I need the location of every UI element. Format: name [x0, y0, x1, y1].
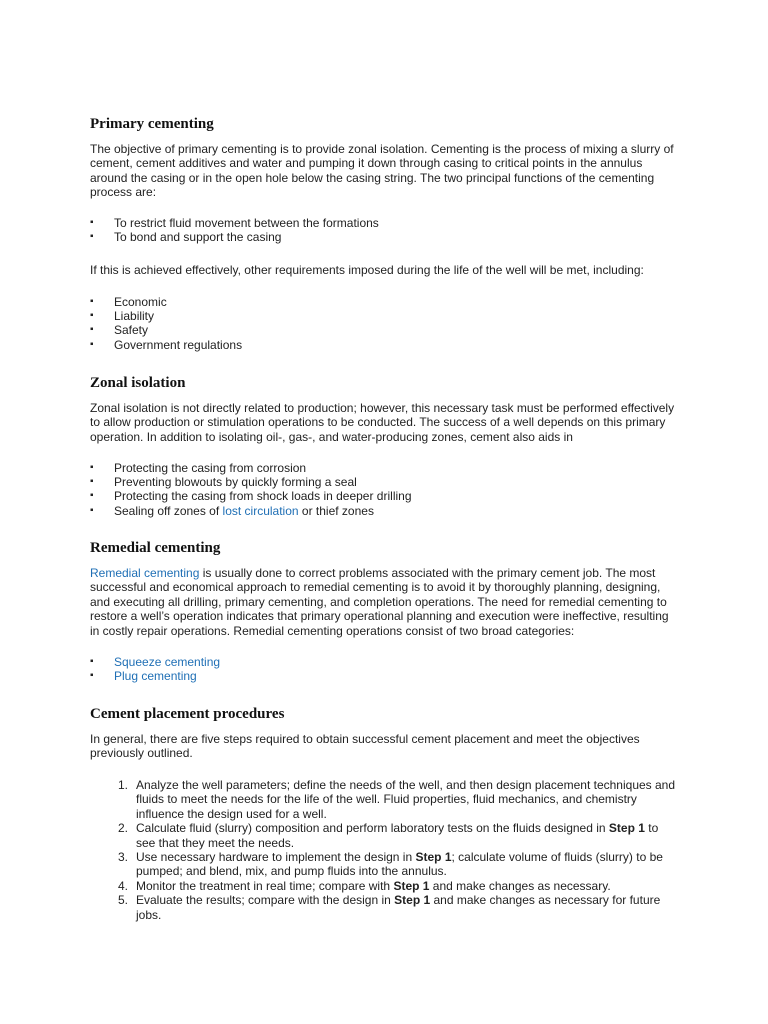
placement-intro: In general, there are five steps required to obtain successful cement placement and meet the objectives previously outlined.	[90, 732, 640, 761]
remedial-intro	[90, 566, 680, 638]
step-text: and make changes as necessary for future jobs.	[136, 893, 661, 922]
primary-intro: The objective of primary cementing is to provide zonal isolation. Cementing is the process of mixing a slurry of cement, cement additives and water and pumping it down through casing to critical points in the annulus around the casing or in the open hole below the casing string. The two principal functions of the cementing process are:	[90, 142, 674, 200]
aid-text-pre: Sealing off zones of	[114, 503, 223, 518]
aid-text-post: or thief zones	[298, 503, 374, 518]
step-text: Calculate fluid (slurry) composition and perform laboratory tests on the fluids designed in	[136, 821, 609, 836]
remedial-cementing-link[interactable]: Remedial cementing	[90, 566, 200, 580]
requirements-list	[90, 295, 242, 352]
primary-followup: If this is achieved effectively, other requirements imposed during the life of the well will be met, including:	[90, 263, 644, 277]
list-item: ▪ Preventing blowouts by quickly forming a seal	[90, 475, 412, 489]
list-item: ▪ To restrict fluid movement between the formations	[90, 216, 379, 230]
step-number: 4.	[118, 878, 129, 893]
remedial-intro-text: is usually done to correct problems associated with the primary cement job. The most successful and economical approach to remedial cementing is to avoid it by thoroughly planning, designing, and executing all drilling, primary cementing, and completion operations. The need for remedial cementing to restore a well’s operation indicates that primary operational planning and execution were ineffective, resulting in costly repair operations. Remedial cementing operations consist of two broad categories:	[90, 566, 669, 638]
step-text: Use necessary hardware to implement the design in	[136, 850, 416, 865]
remedial-categories-list	[90, 655, 220, 683]
zonal-intro: Zonal isolation is not directly related to production; however, this necessary task must be performed effectively to allow production or stimulation operations to be conducted. The success of a well depends on this primary operation. In addition to isolating oil-, gas-, and water-producing zones, cement also aids in	[90, 401, 675, 444]
step-number: 1.	[118, 778, 129, 792]
plug-cementing-link[interactable]: Plug cementing	[114, 669, 197, 684]
step-ref: Step 1	[393, 878, 430, 893]
list-item: ▪ Economic	[90, 295, 242, 309]
step-ref: Step 1	[394, 893, 431, 908]
step-text: Evaluate the results; compare with the design in	[136, 893, 395, 908]
step-ref: Step 1	[608, 821, 645, 836]
list-item	[90, 655, 220, 669]
step-text: to see that they meet the needs.	[136, 821, 659, 850]
list-item: ▪ Protecting the casing from corrosion	[90, 461, 412, 475]
squeeze-cementing-link[interactable]: Squeeze cementing	[114, 655, 221, 669]
step-text: Monitor the treatment in real time; compare with	[136, 878, 394, 893]
step-ref: Step 1	[415, 850, 452, 865]
list-item: ▪ Liability	[90, 309, 242, 323]
step-number: 5.	[118, 893, 129, 908]
step-text: and make changes as necessary.	[429, 878, 611, 893]
list-item	[90, 669, 220, 683]
list-item: ▪ Safety	[90, 323, 242, 337]
list-item	[118, 879, 678, 893]
step-text: Analyze the well parameters; define the needs of the well, and then design placement techniques and fluids to meet the needs for the life of the well. Fluid properties, fluid mechanics, and chemistry influence the design used for a well.	[136, 778, 676, 821]
placement-steps-list	[118, 778, 678, 922]
step-text: ; calculate volume of fluids (slurry) to be pumped; and blend, mix, and pump fluids into the annulus.	[136, 850, 663, 879]
cement-aids-list	[90, 461, 412, 518]
list-item: ▪ Government regulations	[90, 338, 242, 352]
list-item	[118, 850, 678, 879]
primary-functions-list	[90, 216, 379, 244]
list-item: ▪ To bond and support the casing	[90, 230, 379, 244]
list-item	[118, 821, 678, 850]
list-item	[118, 778, 678, 821]
step-number: 3.	[118, 850, 129, 865]
heading-primary-cementing: Primary cementing	[90, 116, 214, 132]
heading-cement-placement: Cement placement procedures	[90, 706, 285, 722]
list-item	[118, 893, 678, 922]
lost-circulation-link[interactable]: lost circulation	[222, 503, 299, 518]
list-item: ▪ Protecting the casing from shock loads in deeper drilling	[90, 489, 412, 503]
step-number: 2.	[118, 821, 129, 836]
heading-zonal-isolation: Zonal isolation	[90, 375, 186, 391]
list-item	[90, 504, 412, 518]
heading-remedial-cementing: Remedial cementing	[90, 540, 221, 556]
